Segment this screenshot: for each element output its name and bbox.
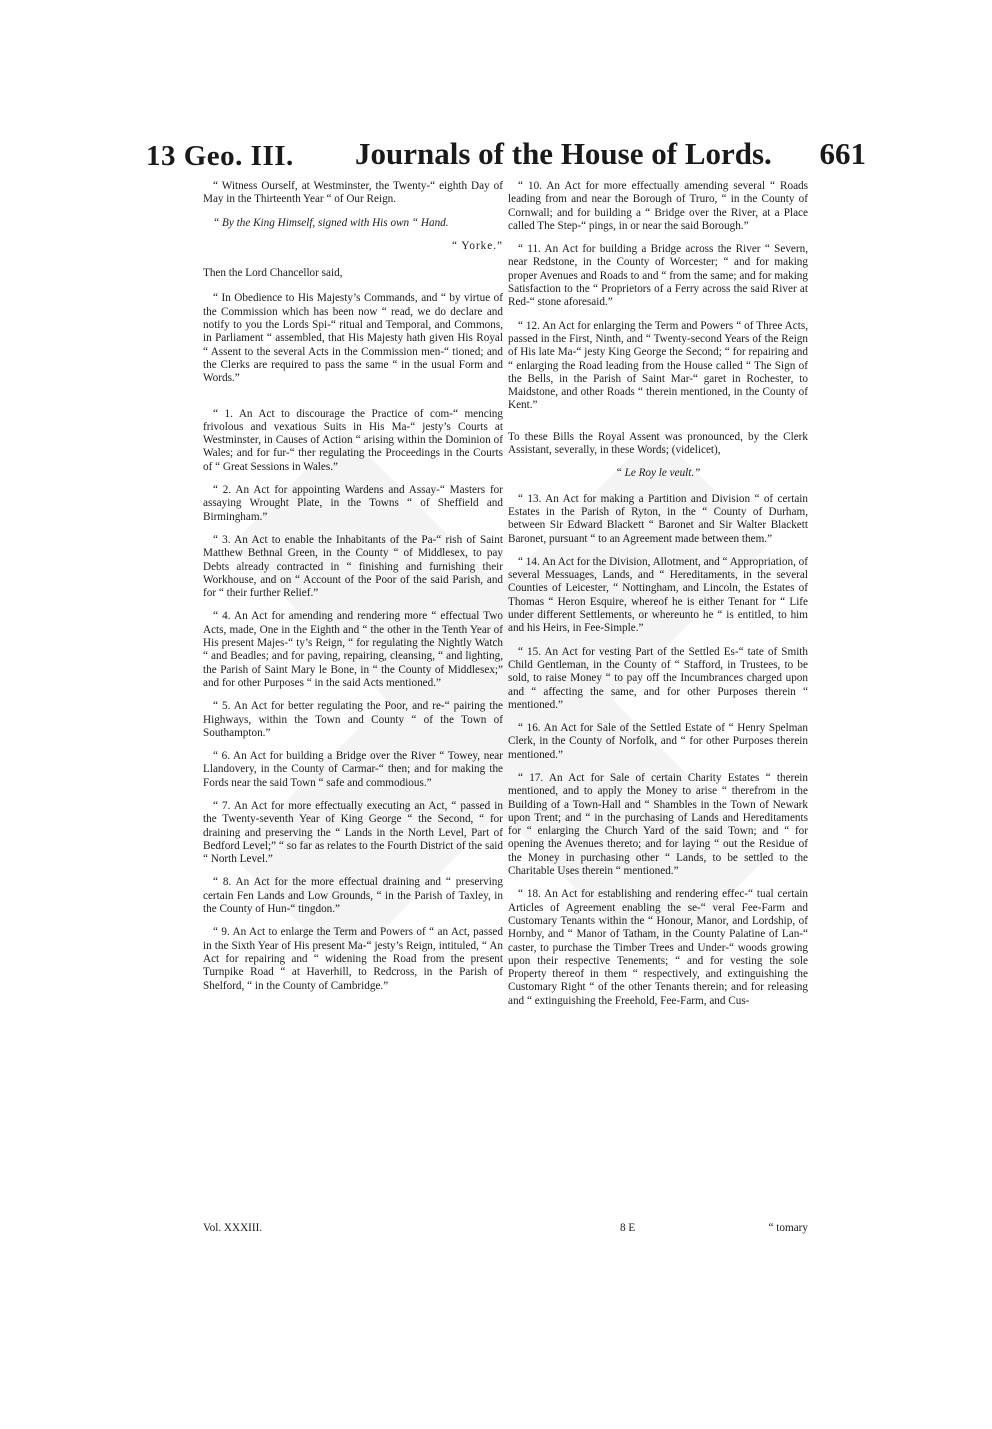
journal-title: Journals of the House of Lords. — [355, 136, 772, 171]
signature-footer — [508, 1222, 808, 1234]
volume-number: Vol. XXXIII. — [203, 1222, 263, 1234]
act-entry: “ 9. An Act to enlarge the Term and Powers of “ an Act, passed in the Sixth Year of His present Ma-“ jesty’s Reign, intituled, “ An Act for repairing and “ widening the Road from the present Turnpike Road “ at Haverhill, to Redcross, in the Parish of Shelford, “ in the County of Cambridge.” — [203, 926, 503, 992]
page-number: 661 — [819, 136, 866, 171]
volume-footer — [203, 1222, 503, 1234]
right-column — [508, 180, 808, 1008]
act-entry: “ 15. An Act for vesting Part of the Settled Es-“ tate of Smith Child Gentleman, in the County of “ Stafford, in Trustees, to be sold, to raise Money “ to pay off the Incumbrances charged upon and “ affecting the same, and for other Purposes therein “ mentioned.” — [508, 645, 808, 711]
act-entry: “ 17. An Act for Sale of certain Charity Estates “ therein mentioned, and to apply the Money to arise “ therefrom in the Building of a Town-Hall and “ Shambles in the Town of Newark upon Trent; and “ in the purchasing of Lands and Hereditaments for “ enlarging the Church Yard of the said Town; and “ for opening the Avenues thereto; and for laying “ out the Residue of the Money in purchasing other “ Lands, to be settled to the Charitable Uses therein “ mentioned.” — [508, 771, 808, 878]
signature-mark: 8 E — [620, 1222, 636, 1234]
act-entry: “ 3. An Act to enable the Inhabitants of the Pa-“ rish of Saint Matthew Bethnal Green, in the County “ of Middlesex, to pay Debts already contracted in “ finishing and furnishing their Workhouse, and on “ Account of the Poor of the said Parish, and for “ their further Relief.” — [203, 533, 503, 600]
act-entry: “ 5. An Act for better regulating the Poor, and re-“ pairing the Highways, within the Town and County “ of the Town of Southampton.” — [203, 700, 503, 739]
witness-clause: “ Witness Ourself, at Westminster, the Twenty-“ eighth Day of May in the Thirteenth Year “ of Our Reign. — [203, 180, 503, 206]
royal-assent-note: To these Bills the Royal Assent was pronounced, by the Clerk Assistant, severally, in these Words; (videlicet), — [508, 430, 808, 457]
act-entry: “ 18. An Act for establishing and rendering effec-“ tual certain Articles of Agreement enabling the se-“ veral Fee-Farm and Customary Tenants within the “ Honour, Manor, and Lordship, of Hornby, and “ Manor of Tatham, in the County Palatine of Lan-“ caster, to purchase the Timber Trees and Under-“ woods growing upon their respective Tenements; “ and for vesting the sole Property thereof in them “ respectively, and extinguishing the Customary Right “ of the other Tenants therein; and for releasing and “ extinguishing the Freehold, Fee-Farm, and Cus- — [508, 888, 808, 1007]
act-entry: “ 2. An Act for appointing Wardens and Assay-“ Masters for assaying Wrought Plate, in the Towns “ of Sheffield and Birmingham.” — [203, 484, 503, 523]
page-header — [0, 136, 992, 180]
left-column — [203, 180, 503, 993]
regnal-year: 13 Geo. III. — [146, 140, 294, 172]
act-entry: “ 13. An Act for making a Partition and Division “ of certain Estates in the Parish of Ryton, in the “ County of Durham, between Sir Edward Blackett “ Baronet and Sir Walter Blackett Baronet, pursuant “ to an Agreement made between them.” — [508, 492, 808, 545]
act-entry: “ 12. An Act for enlarging the Term and Powers “ of Three Acts, passed in the First, Ninth, and “ Twenty-second Years of the Reign of His late Ma-“ jesty King George the Second; “ for repairing and “ enlarging the Road leading from the House called “ The Sign of the Bells, in the Parish of Saint Mar-“ garet in Rochester, to Maidstone, and other Roads “ therein mentioned, in the County of Kent.” — [508, 319, 808, 412]
signature-yorke: “ Yorke.” — [452, 239, 503, 252]
act-entry: “ 4. An Act for amending and rendering more “ effectual Two Acts, made, One in the Eighth and “ the other in the Tenth Year of His present Majes-“ ty’s Reign, “ for regulating the Nightly Watch “ and Beadles; and for paving, repairing, cleansing, “ and lighting, the Parish of Saint Mary le Bone, in “ the County of Middlesex;” and for other Purposes “ in the said Acts mentioned.” — [203, 610, 503, 689]
act-entry: “ 1. An Act to discourage the Practice of com-“ mencing frivolous and vexatious Suits in His Ma-“ jesty’s Courts at Westminster, in Causes of Action “ arising within the Dominion of Wales; and for fur-“ ther regulating the Proceedings in the Courts of “ Great Sessions in Wales.” — [203, 407, 503, 473]
act-entry: “ 8. An Act for the more effectual draining and “ preserving certain Fen Lands and Low Grounds, “ in the Parish of Taxley, in the County of Hun-“ tingdon.” — [203, 876, 503, 916]
act-entry: “ 6. An Act for building a Bridge over the River “ Towey, near Llandovery, in the County of Carmar-“ then; and for making the Fords near the said Town “ safe and commodious.” — [203, 750, 503, 789]
act-entry: “ 11. An Act for building a Bridge across the River “ Severn, near Redstone, in the County of Worcester; “ and for making proper Avenues and Roads to and “ from the same; and for making Satisfaction to the “ Proprietors of a Ferry across the said River at Red-“ stone aforesaid.” — [508, 243, 808, 309]
act-entry: “ 14. An Act for the Division, Allotment, and “ Appropriation, of several Messuages, Lands, and “ Hereditaments, in the several Counties of Leicester, “ Nottingham, and Lincoln, the Estates of Thomas “ Heron Esquire, whereof he is either Tenant for “ Life under different Settlements, or whereunto he “ is entitled, to him and his Heirs, in Fee-Simple.” — [508, 555, 808, 635]
obedience-paragraph: “ In Obedience to His Majesty’s Commands, and “ by virtue of the Commission which has been now “ read, we do declare and notify to you the Lords Spi-“ ritual and Temporal, and Commons, in Parliament “ assembled, that His Majesty hath given His Royal “ Assent to the several Acts in the Commission men-“ tioned; and the Clerks are required to pass the same “ in the usual Form and Words.” — [203, 292, 503, 385]
act-entry: “ 10. An Act for more effectually amending several “ Roads leading from and near the Borough of Truro, “ in the County of Cornwall; and for building a “ Bridge over the River, at a Place called The Step-“ pings, in or near the said Borough.” — [508, 180, 808, 232]
catchword: “ tomary — [768, 1222, 808, 1234]
le-roy-le-veult: “ Le Roy le veult.” — [615, 467, 701, 480]
act-entry: “ 16. An Act for Sale of the Settled Estate of “ Henry Spelman Clerk, in the County of Norfolk, and “ for other Purposes therein mentioned.” — [508, 722, 808, 761]
act-entry: “ 7. An Act for more effectually executing an Act, “ passed in the Twenty-seventh Year of King George “ the Second, “ for draining and preserving the “ Lands in the North Level, Part of Bedford Level;” “ so far as relates to the Fourth District of the said “ North Level.” — [203, 799, 503, 866]
signed-clause: “ By the King Himself, signed with His own “ Hand. — [213, 216, 449, 229]
chancellor-said: Then the Lord Chancellor said, — [203, 267, 343, 280]
